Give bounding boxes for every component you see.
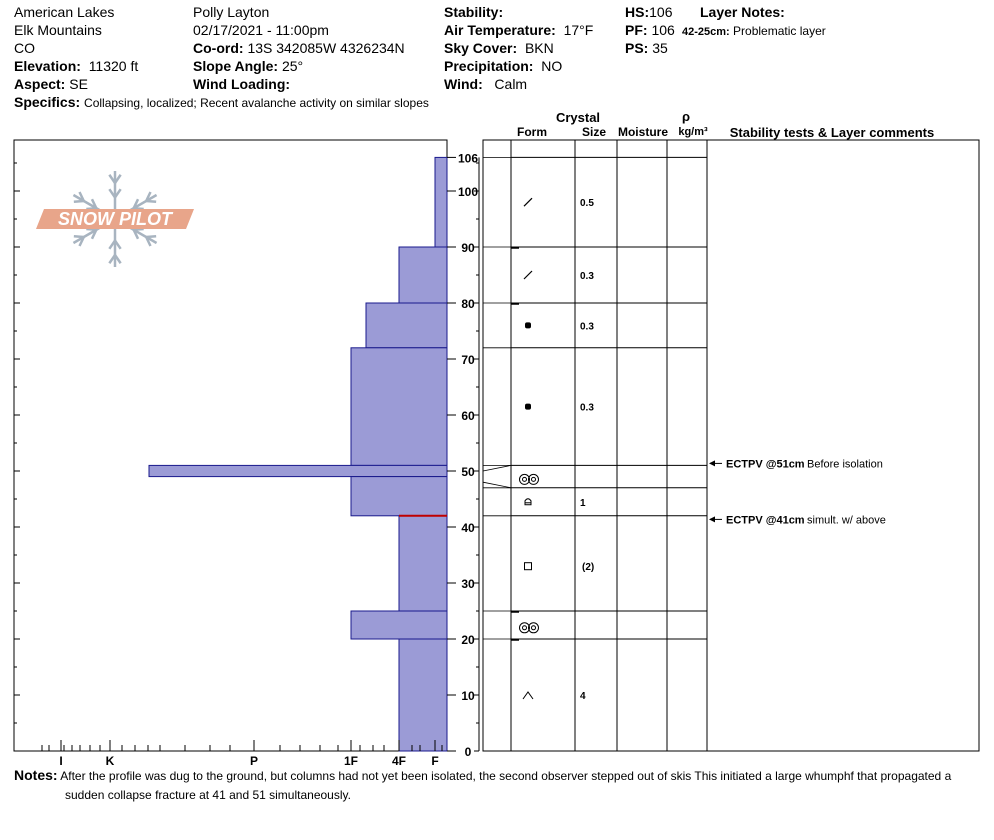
- hardness-tick-label: 4F: [391, 754, 407, 765]
- depth-tick-label: 106: [457, 151, 479, 166]
- hardness-tick-label: P: [249, 754, 259, 765]
- hardness-bar: [351, 611, 447, 639]
- crystal-form-icon: [523, 692, 533, 699]
- crystal-size-label: 0.3: [580, 402, 594, 414]
- notes-line-1: After the profile was dug to the ground, but columns had not yet been isolated, the second observer stepped out of skis This initiated a large whumphf that propagated a: [60, 769, 952, 783]
- hardness-bar: [399, 516, 447, 611]
- crystal-form-icon: [525, 563, 532, 570]
- slope-value: 25°: [281, 58, 304, 74]
- hardness-bar: [399, 639, 447, 751]
- air-temp-label: Air Temperature:: [444, 22, 556, 38]
- flake-branch: [146, 236, 156, 237]
- stability-comments-header: Stability tests & Layer comments: [729, 125, 935, 140]
- ps-value: 35: [652, 40, 668, 56]
- layer-rows: [483, 157, 707, 640]
- test-result: ECTPV @51cm: [726, 458, 805, 471]
- sky-value: BKN: [524, 40, 554, 56]
- elevation-label: Elevation:: [14, 58, 81, 74]
- hardness-tick-label: F: [431, 754, 439, 765]
- flake-branch: [146, 201, 156, 202]
- wind-label: Wind:: [444, 76, 483, 92]
- elevation-value: 11320 ft: [88, 58, 139, 74]
- moisture-header: Moisture: [617, 125, 669, 139]
- pf-label: PF:: [625, 22, 648, 38]
- state: CO: [14, 40, 35, 56]
- crystal-form-icon: [525, 499, 531, 505]
- layer-note-text: Problematic layer: [733, 24, 826, 38]
- depth-tick-label: 80: [461, 297, 475, 311]
- hardness-tick-label: K: [105, 754, 115, 765]
- precip-value: NO: [541, 58, 563, 74]
- precip-label: Precipitation:: [444, 58, 534, 74]
- location: American Lakes: [14, 4, 115, 20]
- observer: Polly Layton: [193, 4, 270, 20]
- flake-branch: [74, 236, 84, 237]
- crystal-size-label: 0.3: [580, 321, 594, 333]
- layer-bend: [483, 482, 511, 488]
- wind-loading-label: Wind Loading:: [193, 76, 291, 92]
- layer-bend: [483, 465, 511, 471]
- hardness-bar: [351, 348, 447, 466]
- layer-note-range: 42-25cm:: [682, 26, 730, 38]
- crystal-form-icon: [520, 474, 539, 484]
- hardness-tick-label: I: [59, 754, 63, 765]
- specifics-value: Collapsing, localized; Recent avalanche activity on similar slopes: [84, 96, 429, 110]
- hardness-bar: [435, 157, 447, 247]
- layer-notes-heading: Layer Notes:: [700, 4, 785, 20]
- layer-table-frame: [483, 140, 979, 751]
- depth-tick-label: 90: [461, 241, 475, 255]
- hardness-bar: [351, 477, 447, 516]
- hardness-bar: [399, 247, 447, 303]
- sky-label: Sky Cover:: [444, 40, 518, 56]
- flake-branch: [134, 229, 144, 230]
- depth-tick-label: 100: [457, 185, 479, 199]
- mountain-range: Elk Mountains: [14, 22, 102, 38]
- test-arrow-icon: [709, 516, 715, 522]
- test-comment: Before isolation: [807, 458, 883, 471]
- air-temp-value: 17°F: [563, 22, 594, 38]
- hardness-bar: [366, 303, 447, 348]
- notes: [14, 766, 974, 805]
- depth-tick-label: 40: [461, 521, 475, 535]
- datetime: 02/17/2021 - 11:00pm: [193, 22, 329, 38]
- crystal-forms: [520, 198, 595, 702]
- depth-tick-label: 70: [461, 353, 475, 367]
- crystal-form-icon: [525, 404, 531, 410]
- test-result: ECTPV @41cm: [726, 514, 805, 527]
- depth-tick-label: 20: [461, 633, 475, 647]
- layer-table: [483, 140, 979, 751]
- depth-tick-label: 10: [461, 689, 475, 703]
- crystal-size-label: 0.5: [580, 198, 594, 210]
- logo-text: SNOW PILOT: [58, 209, 172, 229]
- hs-label: HS:: [625, 4, 650, 20]
- hs-value: 106: [649, 4, 673, 20]
- crystal-form-icon: [525, 322, 531, 328]
- test-comment: simult. w/ above: [807, 514, 886, 527]
- hardness-bar: [149, 465, 447, 476]
- flake-branch: [74, 201, 84, 202]
- aspect-label: Aspect:: [14, 76, 66, 92]
- density-symbol: ρ: [681, 109, 691, 124]
- pf-value: 106: [651, 22, 675, 38]
- test-arrow-icon: [709, 460, 715, 466]
- density-unit: kg/m³: [678, 126, 708, 138]
- stability-label: Stability:: [444, 4, 504, 20]
- crystal-form-icon: [524, 271, 532, 279]
- depth-tick-label: 60: [461, 409, 475, 423]
- specifics-label: Specifics:: [14, 94, 81, 110]
- notes-label: Notes:: [14, 767, 58, 783]
- coord-label: Co-ord:: [193, 40, 244, 56]
- stability-test: [709, 458, 883, 470]
- depth-tick-label: 50: [461, 465, 475, 479]
- flake-branch: [86, 229, 96, 230]
- depth-tick-label: 0: [464, 745, 472, 759]
- crystal-size-label: 4: [580, 691, 586, 702]
- crystal-size-label: 1: [580, 497, 586, 509]
- ps-label: PS:: [625, 40, 649, 56]
- wind-value: Calm: [494, 76, 528, 92]
- slope-label: Slope Angle:: [193, 58, 279, 74]
- depth-tick-label: 30: [461, 577, 475, 591]
- notes-line-2: sudden collapse fracture at 41 and 51 simultaneously.: [65, 788, 351, 802]
- crystal-size-label: (2): [582, 562, 595, 574]
- crystal-form-icon: [524, 198, 532, 206]
- crystal-size-label: 0.3: [580, 271, 594, 282]
- coord-value: 13S 342085W 4326234N: [247, 40, 405, 56]
- stability-test: [709, 514, 886, 526]
- aspect-value: SE: [69, 76, 88, 92]
- depth-axis: [447, 151, 479, 759]
- size-header: Size: [581, 125, 607, 139]
- form-header: Form: [517, 125, 547, 139]
- crystal-header: Crystal: [555, 110, 601, 125]
- hardness-tick-label: 1F: [343, 754, 359, 765]
- crystal-form-icon: [520, 623, 539, 633]
